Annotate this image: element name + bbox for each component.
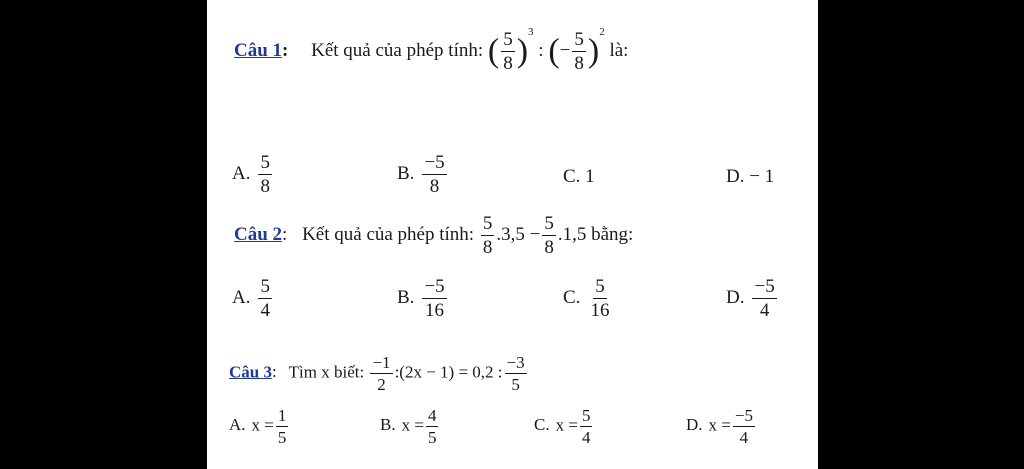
numerator: −3 — [506, 353, 525, 372]
denominator: 8 — [574, 53, 584, 74]
fraction-5-8 — [481, 214, 495, 257]
option-letter: C. — [534, 415, 550, 435]
question-3-label: Câu 3 — [229, 362, 272, 382]
denominator: 8 — [260, 176, 270, 197]
denominator: 5 — [277, 428, 287, 447]
denominator: 16 — [425, 300, 445, 321]
option-letter: D. — [686, 415, 703, 435]
option-fraction — [752, 277, 776, 320]
q1-option-d[interactable]: D. − 1 — [726, 166, 775, 187]
question-3-colon: : — [271, 362, 277, 382]
question-2-tail: .1,5 bằng: — [557, 223, 634, 245]
question-3-text: Tìm x biết: — [288, 362, 365, 382]
question-1-label: Câu 1 — [234, 39, 283, 61]
option-letter: C. — [563, 286, 581, 308]
fraction-minus-1-2 — [370, 354, 392, 393]
right-paren: ) — [587, 32, 600, 70]
numerator: −5 — [734, 406, 753, 425]
q3-option-c[interactable] — [534, 407, 594, 446]
question-1 — [234, 26, 629, 74]
option-letter: A. — [232, 162, 251, 184]
option-letter: A. — [229, 415, 246, 435]
option-letter: B. — [380, 415, 396, 435]
fraction-5-8 — [572, 30, 586, 73]
question-3 — [229, 354, 529, 393]
q1-option-c[interactable]: C. 1 — [563, 166, 595, 187]
option-fraction — [580, 407, 593, 446]
numerator: −1 — [372, 353, 391, 372]
option-letter: A. — [232, 286, 251, 308]
option-fraction — [733, 407, 755, 446]
option-lhs: x = — [555, 415, 578, 435]
option-lhs: x = — [251, 415, 274, 435]
numerator: −5 — [424, 276, 445, 297]
numerator: −5 — [424, 152, 445, 173]
denominator: 5 — [427, 428, 437, 447]
numerator: −5 — [754, 276, 775, 297]
numerator: 5 — [260, 276, 270, 297]
option-letter: B. — [397, 286, 415, 308]
divide-sign: : — [538, 39, 544, 61]
numerator: 1 — [277, 406, 287, 425]
denominator: 5 — [511, 375, 520, 394]
numerator: 5 — [482, 213, 493, 234]
left-paren: ( — [548, 32, 560, 70]
denominator: 8 — [429, 176, 440, 197]
right-paren: ) — [516, 32, 529, 70]
minus-sign: − — [559, 39, 571, 61]
fraction-5-8 — [542, 214, 556, 257]
question-1-text: Kết quả của phép tính: — [311, 39, 484, 61]
option-fraction — [422, 153, 446, 196]
option-letter: D. — [726, 286, 745, 308]
option-lhs: x = — [401, 415, 424, 435]
question-2-colon: : — [282, 223, 288, 245]
denominator: 8 — [544, 237, 554, 258]
option-fraction — [258, 277, 272, 320]
question-2-text: Kết quả của phép tính: — [302, 223, 475, 245]
question-2-label: Câu 2 — [234, 223, 283, 245]
numerator: 5 — [260, 152, 270, 173]
q2-option-a[interactable] — [232, 277, 274, 320]
option-lhs: x = — [708, 415, 731, 435]
left-paren: ( — [487, 32, 500, 70]
fraction-5-8 — [501, 30, 515, 73]
option-fraction — [422, 277, 446, 320]
exponent: 2 — [599, 26, 605, 38]
denominator: 4 — [759, 300, 770, 321]
denominator: 4 — [581, 428, 591, 447]
option-fraction — [426, 407, 439, 446]
q1-option-b[interactable] — [397, 153, 449, 196]
denominator: 16 — [590, 300, 610, 321]
fraction-minus-3-5 — [505, 354, 527, 393]
denominator: 8 — [482, 237, 493, 258]
expression-middle: :(2x − 1) = 0,2 : — [394, 362, 503, 382]
q2-option-b[interactable] — [397, 277, 449, 320]
question-2 — [234, 214, 633, 257]
numerator: 5 — [544, 213, 554, 234]
denominator: 8 — [503, 53, 513, 74]
denominator: 4 — [739, 428, 749, 447]
q3-option-b[interactable] — [380, 407, 440, 446]
exponent: 3 — [528, 26, 534, 38]
numerator: 5 — [581, 406, 591, 425]
denominator: 4 — [260, 300, 270, 321]
option-fraction — [588, 277, 611, 320]
expression-middle: .3,5 − — [496, 223, 541, 245]
option-fraction — [276, 407, 289, 446]
numerator: 4 — [427, 406, 437, 425]
option-letter: B. — [397, 162, 415, 184]
question-1-tail: là: — [609, 39, 629, 61]
q3-option-d[interactable] — [686, 407, 757, 446]
numerator: 5 — [595, 276, 605, 297]
q1-option-a[interactable] — [232, 153, 274, 196]
numerator: 5 — [574, 29, 584, 50]
numerator: 5 — [503, 29, 513, 50]
option-fraction — [258, 153, 272, 196]
q2-option-d[interactable] — [726, 277, 779, 320]
worksheet-page — [207, 0, 818, 469]
denominator: 2 — [377, 375, 386, 394]
question-1-colon: : — [282, 39, 289, 61]
q2-option-c[interactable] — [563, 277, 613, 320]
q3-option-a[interactable] — [229, 407, 290, 446]
